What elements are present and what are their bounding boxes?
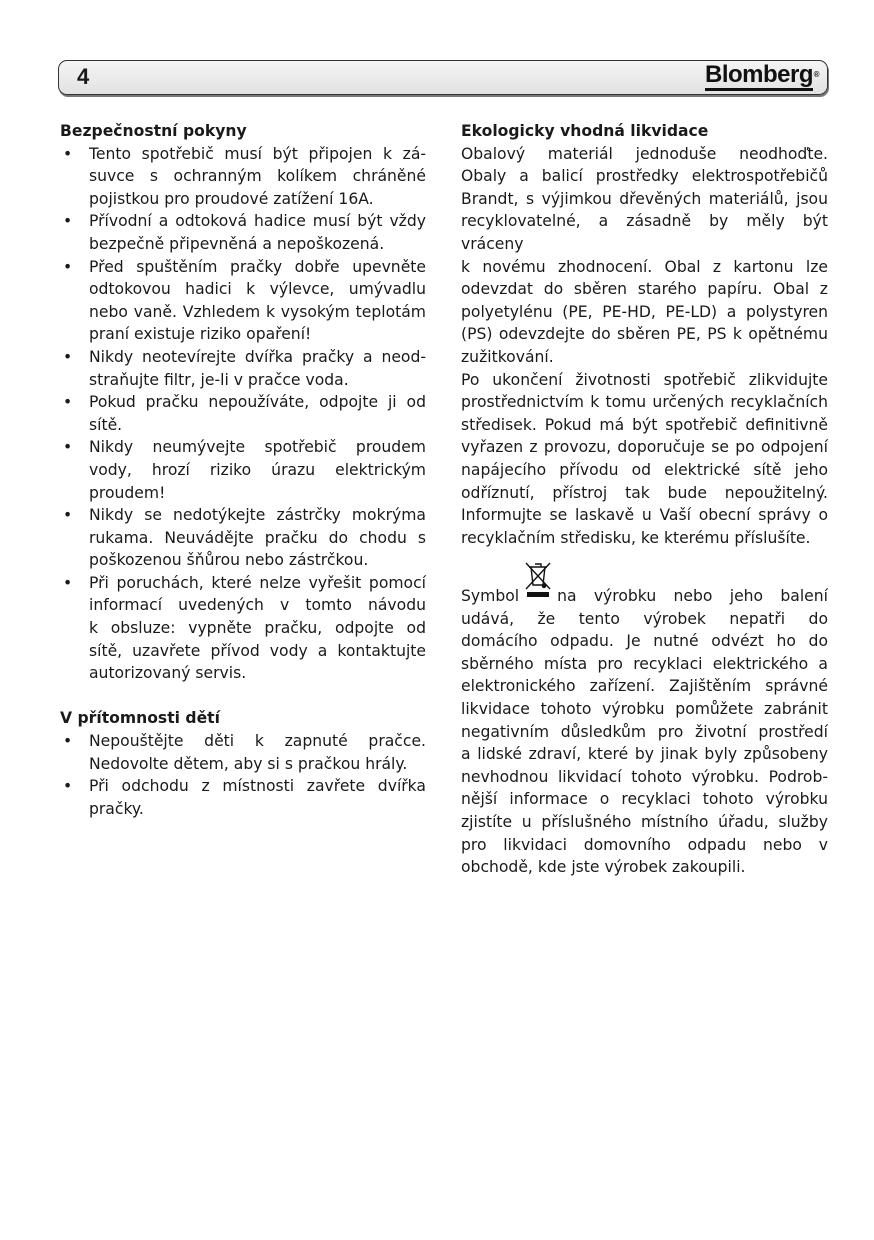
text-line: Tento spotřebič musí být připojen k zá-: [89, 144, 426, 163]
text-line: Po ukončení životnosti spotřebič zlikvidujte: [461, 370, 828, 389]
left-column: [60, 120, 426, 820]
text-line: pojistkou pro proudové zatížení 16A.: [89, 189, 374, 208]
text-line: sběrného místa pro recyklaci elektrického a: [461, 654, 828, 673]
text-line: zužitkování.: [461, 347, 554, 366]
text-line: Obaly a balicí prostředky elektrospotřebičů: [461, 167, 828, 186]
bullet-item: [60, 504, 426, 572]
text-line: nější informace o recyklaci tohoto výrobku: [461, 790, 828, 809]
text-line: Nepouštějte děti k zapnuté pračce.: [89, 732, 426, 751]
bullet-item: [60, 143, 426, 211]
text-line: Při poruchách, které nelze vyřešit pomocí: [89, 573, 426, 592]
bullet-icon: •: [63, 777, 73, 796]
text-line: nebo vaně. Vzhledem k vysokým teplotám: [89, 302, 426, 321]
text-line: zjistíte u příslušného místního úřadu, služby: [461, 812, 828, 831]
bullet-item: [60, 391, 426, 436]
crossed-bin-icon: [523, 559, 553, 599]
text-line: praní existuje riziko opaření!: [89, 325, 312, 344]
text-line: středisek. Pokud má být spotřebič definitivně: [461, 415, 828, 434]
bullet-icon: •: [63, 393, 73, 412]
text-line: odevzdat do sběren starého papíru. Obal z: [461, 280, 828, 299]
paragraph: [461, 369, 828, 550]
bullet-icon: •: [63, 347, 73, 366]
text-line: rukama. Neuvádějte pračku do chodu s: [89, 528, 426, 547]
text-line: Pokud pračku nepoužíváte, odpojte ji od: [89, 393, 426, 412]
text-line: informací uvedených v tomto návodu: [89, 596, 426, 615]
bullet-item: [60, 256, 426, 346]
bullet-icon: •: [63, 506, 73, 525]
text-line: Nikdy se nedotýkejte zástrčky mokrýma: [89, 506, 426, 525]
text-line: suvce s ochranným kolíkem chráněné: [89, 167, 426, 186]
text-line: Nikdy neotevírejte dvířka pračky a neod-: [89, 347, 426, 366]
text-fragment: Symbol: [461, 587, 520, 605]
brand-logo-text: Blomberg: [704, 61, 813, 88]
text-line: bezpečně připevněná a nepoškozená.: [89, 234, 385, 253]
bullet-item: [60, 730, 426, 775]
text-line: recyklačním středisku, ke kterému příslušíte.: [461, 528, 811, 547]
section-heading-children: V přítomnosti dětí: [60, 709, 220, 728]
section-heading-safety: Bezpečnostní pokyny: [60, 122, 247, 140]
text-line: odtokovou hadici k výlevce, umývadlu: [89, 280, 426, 299]
weee-paragraph: [461, 565, 828, 879]
text-line: Brandt, s výjimkou dřevěných materiálů, jsou: [461, 189, 828, 208]
text-line: vody, hrozí riziko úrazu elektrickým: [89, 460, 426, 479]
text-line: Při odchodu z místnosti zavřete dvířka: [89, 777, 426, 796]
text-line: k novému zhodnocení. Obal z kartonu lze: [461, 257, 828, 276]
bullet-item: [60, 436, 426, 504]
page-header: [58, 60, 828, 95]
text-line: negativním důsledkům pro životní prostředí: [461, 722, 828, 741]
text-line: prostřednictvím k tomu určených recyklačních: [461, 393, 828, 412]
bullet-icon: •: [63, 257, 73, 276]
text-line: domácího odpadu. Je nutné odvézt ho do: [461, 632, 828, 651]
text-line: proudem!: [89, 483, 166, 502]
text-line: napájecího přívodu od elektrické sítě jeho: [461, 460, 828, 479]
bullet-icon: •: [63, 212, 73, 231]
page-number: 4: [77, 64, 90, 89]
text-line: pro likvidaci domovního odpadu nebo v: [461, 835, 828, 854]
text-line: poškozenou šňůrou nebo zástrčkou.: [89, 551, 369, 570]
bullet-item: [60, 775, 426, 820]
text-line: Informujte se laskavě u Vaší obecní správy o: [461, 506, 828, 525]
bullet-item: [60, 210, 426, 255]
text-line: sítě.: [89, 415, 123, 434]
text-line: Obalový materiál jednoduše neodhoďte.: [461, 144, 828, 163]
text-line: Nedovolte dětem, aby si s pračkou hrály.: [89, 754, 408, 773]
text-line: (PS) odevzdejte do sběren PE, PS k opětnému: [461, 325, 828, 344]
text-fragment: na výrobku nebo jeho balení: [557, 587, 828, 605]
text-line: a lidské zdraví, které by jinak byly způsobeny: [461, 745, 828, 764]
text-line: polyetylénu (PE, PE-HD, PE-LD) a polystyren: [461, 302, 828, 321]
text-line: autorizovaný servis.: [89, 664, 247, 683]
bullet-icon: •: [63, 144, 73, 163]
section-heading-disposal: Ekologicky vhodná likvidace: [461, 122, 709, 140]
text-line: [461, 565, 828, 608]
text-line: Nikdy neumývejte spotřebič proudem: [89, 438, 426, 457]
text-line: nevhodnou likvidací tohoto výrobku. Podrob-: [461, 767, 828, 786]
text-line: k obsluze: vypněte pračku, odpojte od: [89, 619, 426, 638]
text-line: obchodě, kde jste výrobek zakoupili.: [461, 858, 746, 877]
text-line: elektronického zařízení. Zajištěním správné: [461, 677, 828, 696]
text-line: Přívodní a odtoková hadice musí být vždy: [89, 212, 426, 231]
text-line: vyřazen z provozu, doporučuje se po odpojení: [461, 438, 828, 457]
bullet-icon: •: [63, 732, 73, 751]
bullet-icon: •: [63, 438, 73, 457]
text-line: odříznutí, přístroj tak bude nepoužitelný.: [461, 483, 828, 502]
right-column: [461, 120, 828, 549]
text-line: udává, že tento výrobek nepatři do: [461, 609, 828, 628]
brand-logo: Blomberg ®: [705, 62, 813, 91]
bullet-icon: •: [63, 573, 73, 592]
text-line: Před spuštěním pračky dobře upevněte: [89, 257, 426, 276]
text-line: sítě, uzavřete přívod vody a kontaktujte: [89, 641, 426, 660]
text-line: recyklovatelné, a zásadně by měly být vráceny: [461, 212, 828, 253]
paragraph: [461, 608, 828, 879]
text-line: pračky.: [89, 799, 144, 818]
paragraph: [461, 143, 828, 369]
text-line: likvidace tohoto výrobku pomůžete zabránit: [461, 699, 828, 718]
bullet-item: [60, 572, 426, 685]
bullet-item: [60, 346, 426, 391]
text-line: straňujte filtr, je-li v pračce voda.: [89, 370, 349, 389]
